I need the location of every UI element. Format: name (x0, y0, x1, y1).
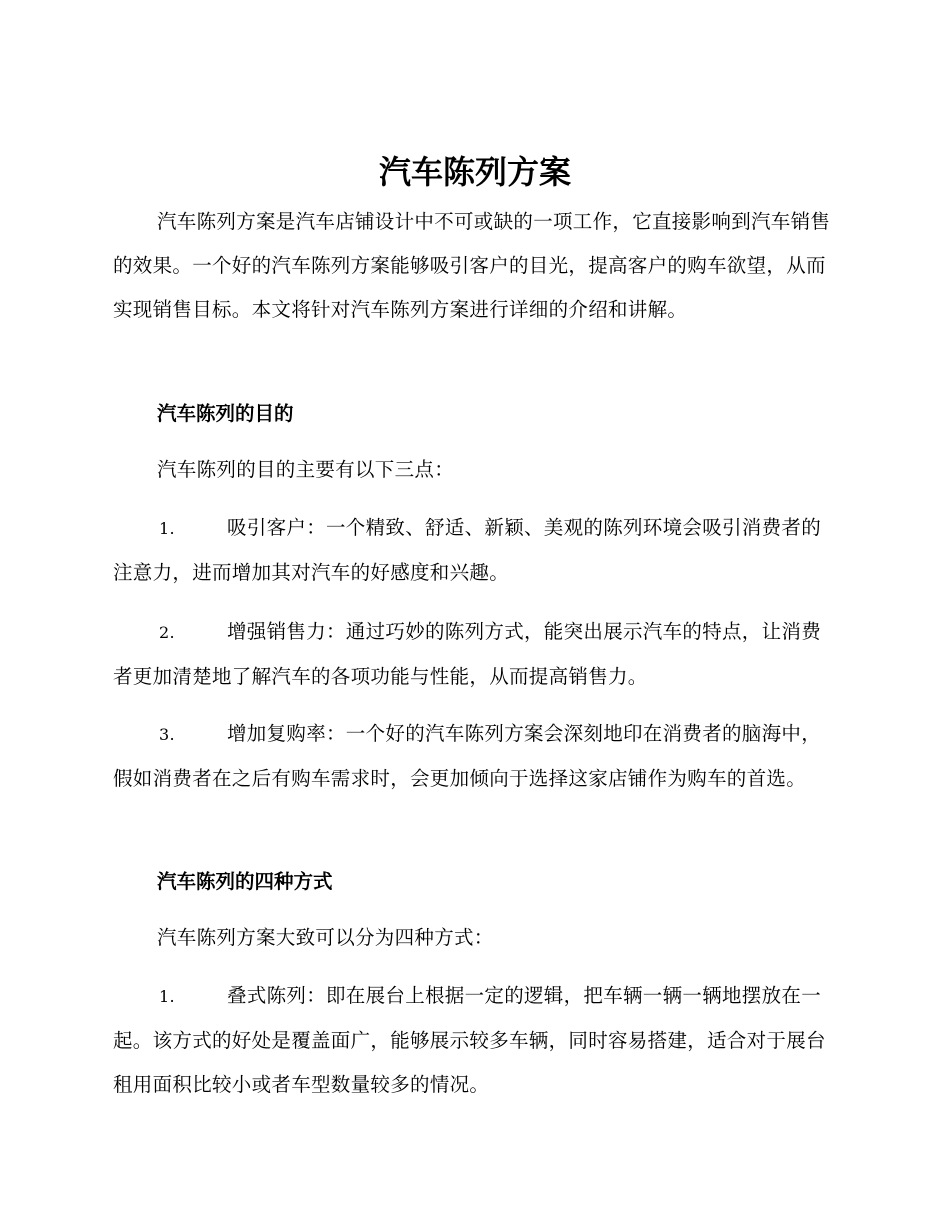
section-heading-purpose: 汽车陈列的目的 (157, 402, 294, 425)
list-item (113, 610, 833, 699)
intro-paragraph: 汽车陈列方案是汽车店铺设计中不可或缺的一项工作，它直接影响到汽车销售的效果。一个好的汽车陈列方案能够吸引客户的目光，提高客户的购车欲望，从而实现销售目标。本文将针对汽车陈列方案进行详细的介绍和讲解。 (113, 210, 831, 321)
list-item (113, 712, 833, 801)
document-title: 汽车陈列方案 (378, 153, 571, 191)
list-number: 1. (159, 519, 175, 538)
section-lead-purpose: 汽车陈列的目的主要有以下三点： (157, 458, 455, 481)
list-item-text: 叠式陈列：即在展台上根据一定的逻辑，把车辆一辆一辆地摆放在一起。该方式的好处是覆盖面广，能够展示较多车辆，同时容易搭建，适合对于展台租用面积比较小或者车型数量较多的情况。 (113, 984, 826, 1096)
list-item-text: 吸引客户：一个精致、舒适、新颖、美观的陈列环境会吸引消费者的注意力，进而增加其对汽车的好感度和兴趣。 (113, 516, 822, 584)
list-number: 2. (159, 623, 175, 642)
list-number: 1. (159, 987, 175, 1006)
list-item-text: 增强销售力：通过巧妙的陈列方式，能突出展示汽车的特点，让消费者更加清楚地了解汽车的各项功能与性能，从而提高销售力。 (113, 620, 822, 688)
section-heading-methods: 汽车陈列的四种方式 (157, 870, 333, 893)
list-item-text: 增加复购率：一个好的汽车陈列方案会深刻地印在消费者的脑海中，假如消费者在之后有购车需求时，会更加倾向于选择这家店铺作为购车的首选。 (113, 722, 822, 790)
list-number: 3. (159, 725, 175, 744)
list-item (113, 506, 833, 595)
section-lead-methods: 汽车陈列方案大致可以分为四种方式： (157, 926, 494, 949)
list-item (113, 974, 833, 1107)
